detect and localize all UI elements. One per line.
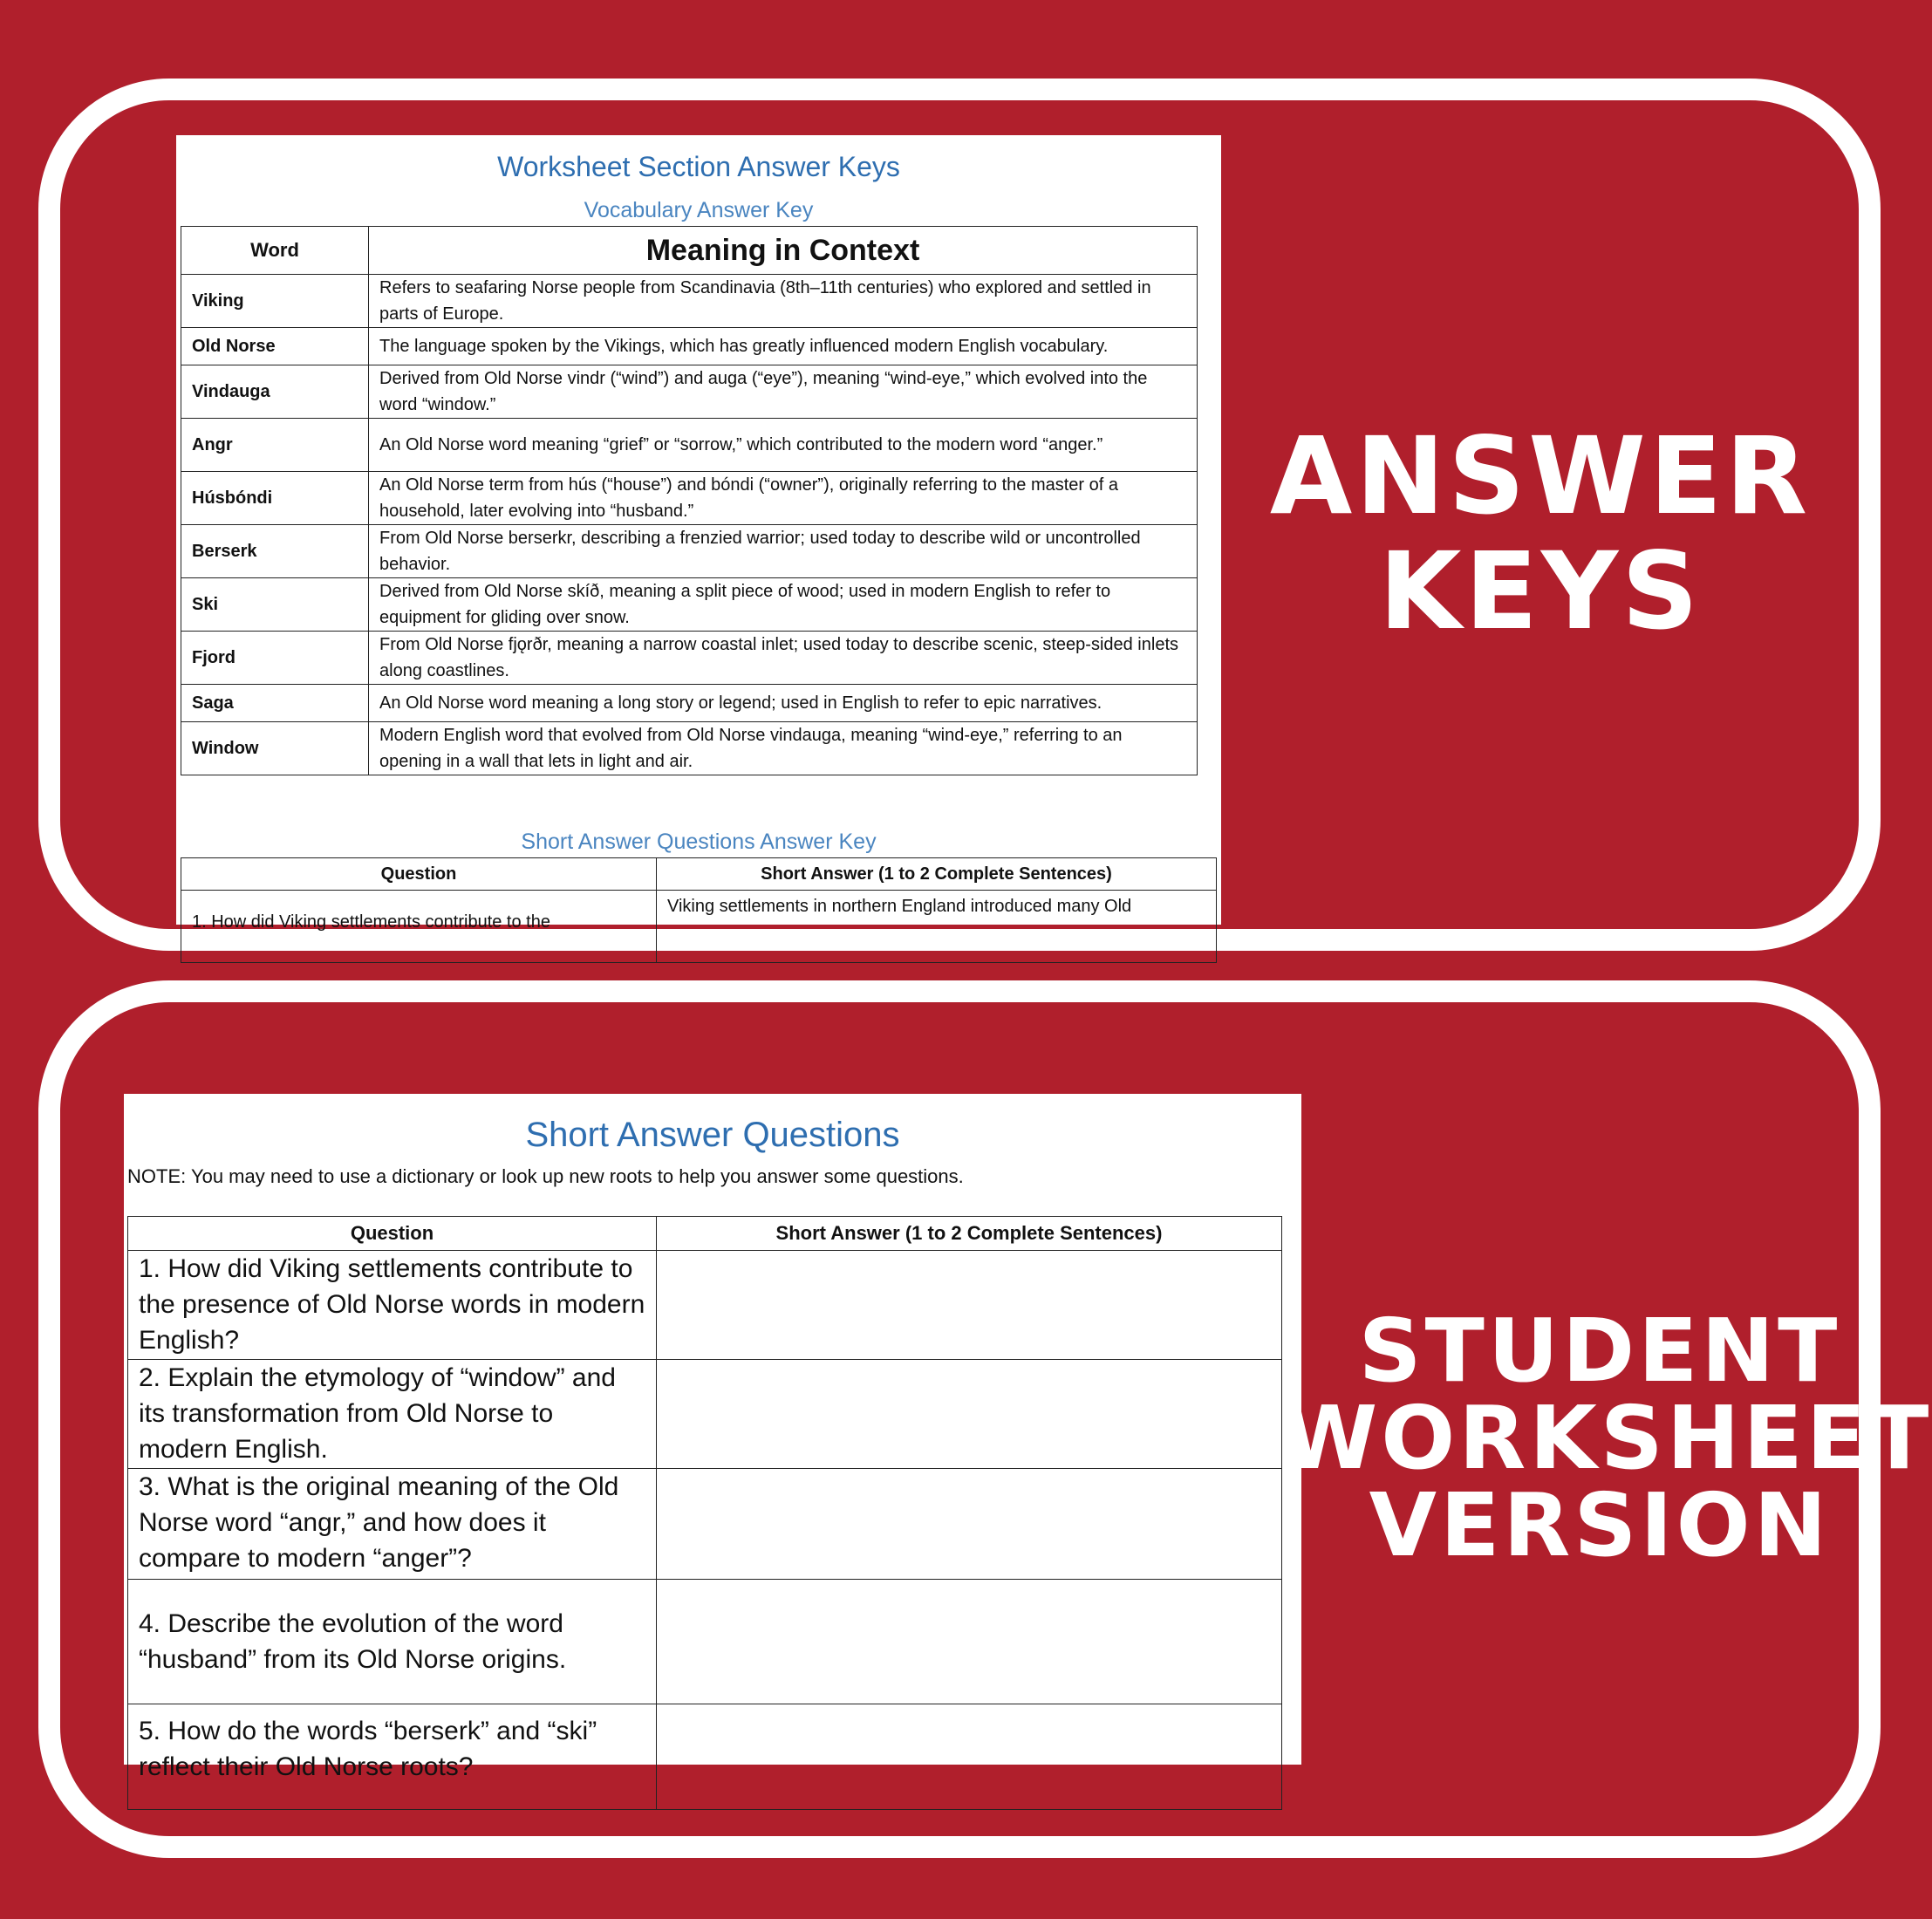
student-worksheet-label	[1281, 1300, 1932, 1576]
vocab-word: Ski	[181, 578, 369, 632]
vocab-meaning: An Old Norse word meaning a long story or legend; used in English to refer to epic narratives.	[369, 685, 1198, 722]
vocab-row	[181, 685, 1198, 722]
sa-key-header-row	[181, 858, 1217, 891]
question-row	[128, 1469, 1282, 1580]
vocab-header-row	[181, 227, 1198, 275]
student-worksheet-document	[124, 1094, 1301, 1781]
student-worksheet-label-line: STUDENT	[1358, 1300, 1841, 1402]
vocab-word: Fjord	[181, 632, 369, 685]
answer-cell[interactable]	[657, 1469, 1282, 1580]
question-row	[128, 1251, 1282, 1360]
vocab-word: Viking	[181, 275, 369, 328]
vocab-meaning: Modern English word that evolved from Old Norse vindauga, meaning “wind-eye,” referring to an opening in a wall that lets in light and air.	[369, 722, 1198, 775]
student-worksheet-label-line: VERSION	[1369, 1474, 1831, 1576]
sa-key-answer: Viking settlements in northern England introduced many Old	[657, 891, 1217, 963]
student-worksheet-panel	[38, 980, 1932, 1858]
answer-keys-label-line: ANSWER	[1269, 414, 1812, 538]
vocab-meaning: From Old Norse fjǫrðr, meaning a narrow coastal inlet; used today to describe scenic, steep-sided inlets along coastlines.	[369, 632, 1198, 685]
question-row	[128, 1704, 1282, 1810]
vocab-row	[181, 632, 1198, 685]
vocab-word: Old Norse	[181, 328, 369, 365]
vocab-word: Vindauga	[181, 365, 369, 419]
question-text: 4. Describe the evolution of the word “husband” from its Old Norse origins.	[128, 1580, 657, 1704]
vocab-meaning: Refers to seafaring Norse people from Scandinavia (8th–11th centuries) who explored and settled in parts of Europe.	[369, 275, 1198, 328]
vocab-row	[181, 365, 1198, 419]
vocab-table	[181, 226, 1198, 775]
vocab-meaning: From Old Norse berserkr, describing a frenzied warrior; used today to describe wild or uncontrolled behavior.	[369, 525, 1198, 578]
vocab-meaning: Derived from Old Norse vindr (“wind”) and auga (“eye”), meaning “wind-eye,” which evolved into the word “window.”	[369, 365, 1198, 419]
vocab-word: Window	[181, 722, 369, 775]
vocab-row	[181, 525, 1198, 578]
question-text: 3. What is the original meaning of the Old Norse word “angr,” and how does it compare to modern “anger”?	[128, 1469, 657, 1580]
student-header-answer: Short Answer (1 to 2 Complete Sentences)	[657, 1217, 1282, 1251]
answer-cell[interactable]	[657, 1580, 1282, 1704]
answer-keys-panel	[38, 79, 1881, 951]
question-text: 5. How do the words “berserk” and “ski” reflect their Old Norse roots?	[128, 1704, 657, 1810]
vocab-word: Saga	[181, 685, 369, 722]
question-row	[128, 1360, 1282, 1469]
answer-key-title: Worksheet Section Answer Keys	[497, 151, 900, 182]
answer-keys-label	[1221, 414, 1860, 653]
student-worksheet-label-line: WORKSHEET	[1281, 1387, 1932, 1489]
student-worksheet-title: Short Answer Questions	[525, 1116, 900, 1154]
sa-key-question: 1. How did Viking settlements contribute to the	[181, 891, 657, 963]
answer-cell[interactable]	[657, 1704, 1282, 1810]
answer-cell[interactable]	[657, 1251, 1282, 1360]
vocab-row	[181, 275, 1198, 328]
vocab-header-word: Word	[181, 227, 369, 275]
student-questions-table	[127, 1216, 1282, 1810]
vocab-meaning: Derived from Old Norse skíð, meaning a split piece of wood; used in modern English to refer to equipment for gliding over snow.	[369, 578, 1198, 632]
vocab-heading: Vocabulary Answer Key	[584, 198, 814, 222]
vocab-row	[181, 722, 1198, 775]
sa-key-header-question: Question	[181, 858, 657, 891]
vocab-meaning: An Old Norse term from hús (“house”) and bóndi (“owner”), originally referring to the master of a household, later evolving into “husband.”	[369, 472, 1198, 525]
vocab-row	[181, 419, 1198, 472]
vocab-word: Húsbóndi	[181, 472, 369, 525]
vocab-row	[181, 328, 1198, 365]
question-row	[128, 1580, 1282, 1704]
vocab-word: Angr	[181, 419, 369, 472]
vocab-header-meaning: Meaning in Context	[369, 227, 1198, 275]
vocab-row	[181, 578, 1198, 632]
answer-cell[interactable]	[657, 1360, 1282, 1469]
student-worksheet-note: NOTE: You may need to use a dictionary or look up new roots to help you answer some questions.	[127, 1165, 964, 1187]
question-text: 1. How did Viking settlements contribute to the presence of Old Norse words in modern English?	[128, 1251, 657, 1360]
vocab-word: Berserk	[181, 525, 369, 578]
student-header-row	[128, 1217, 1282, 1251]
vocab-meaning: An Old Norse word meaning “grief” or “sorrow,” which contributed to the modern word “anger.”	[369, 419, 1198, 472]
short-answer-key-table	[181, 857, 1217, 963]
student-header-question: Question	[128, 1217, 657, 1251]
short-answer-key-heading: Short Answer Questions Answer Key	[521, 830, 877, 854]
sa-key-header-answer: Short Answer (1 to 2 Complete Sentences)	[657, 858, 1217, 891]
answer-key-document	[176, 135, 1221, 932]
sa-key-row	[181, 891, 1217, 963]
vocab-row	[181, 472, 1198, 525]
answer-keys-label-line: KEYS	[1378, 529, 1703, 653]
question-text: 2. Explain the etymology of “window” and its transformation from Old Norse to modern English.	[128, 1360, 657, 1469]
vocab-meaning: The language spoken by the Vikings, which has greatly influenced modern English vocabulary.	[369, 328, 1198, 365]
